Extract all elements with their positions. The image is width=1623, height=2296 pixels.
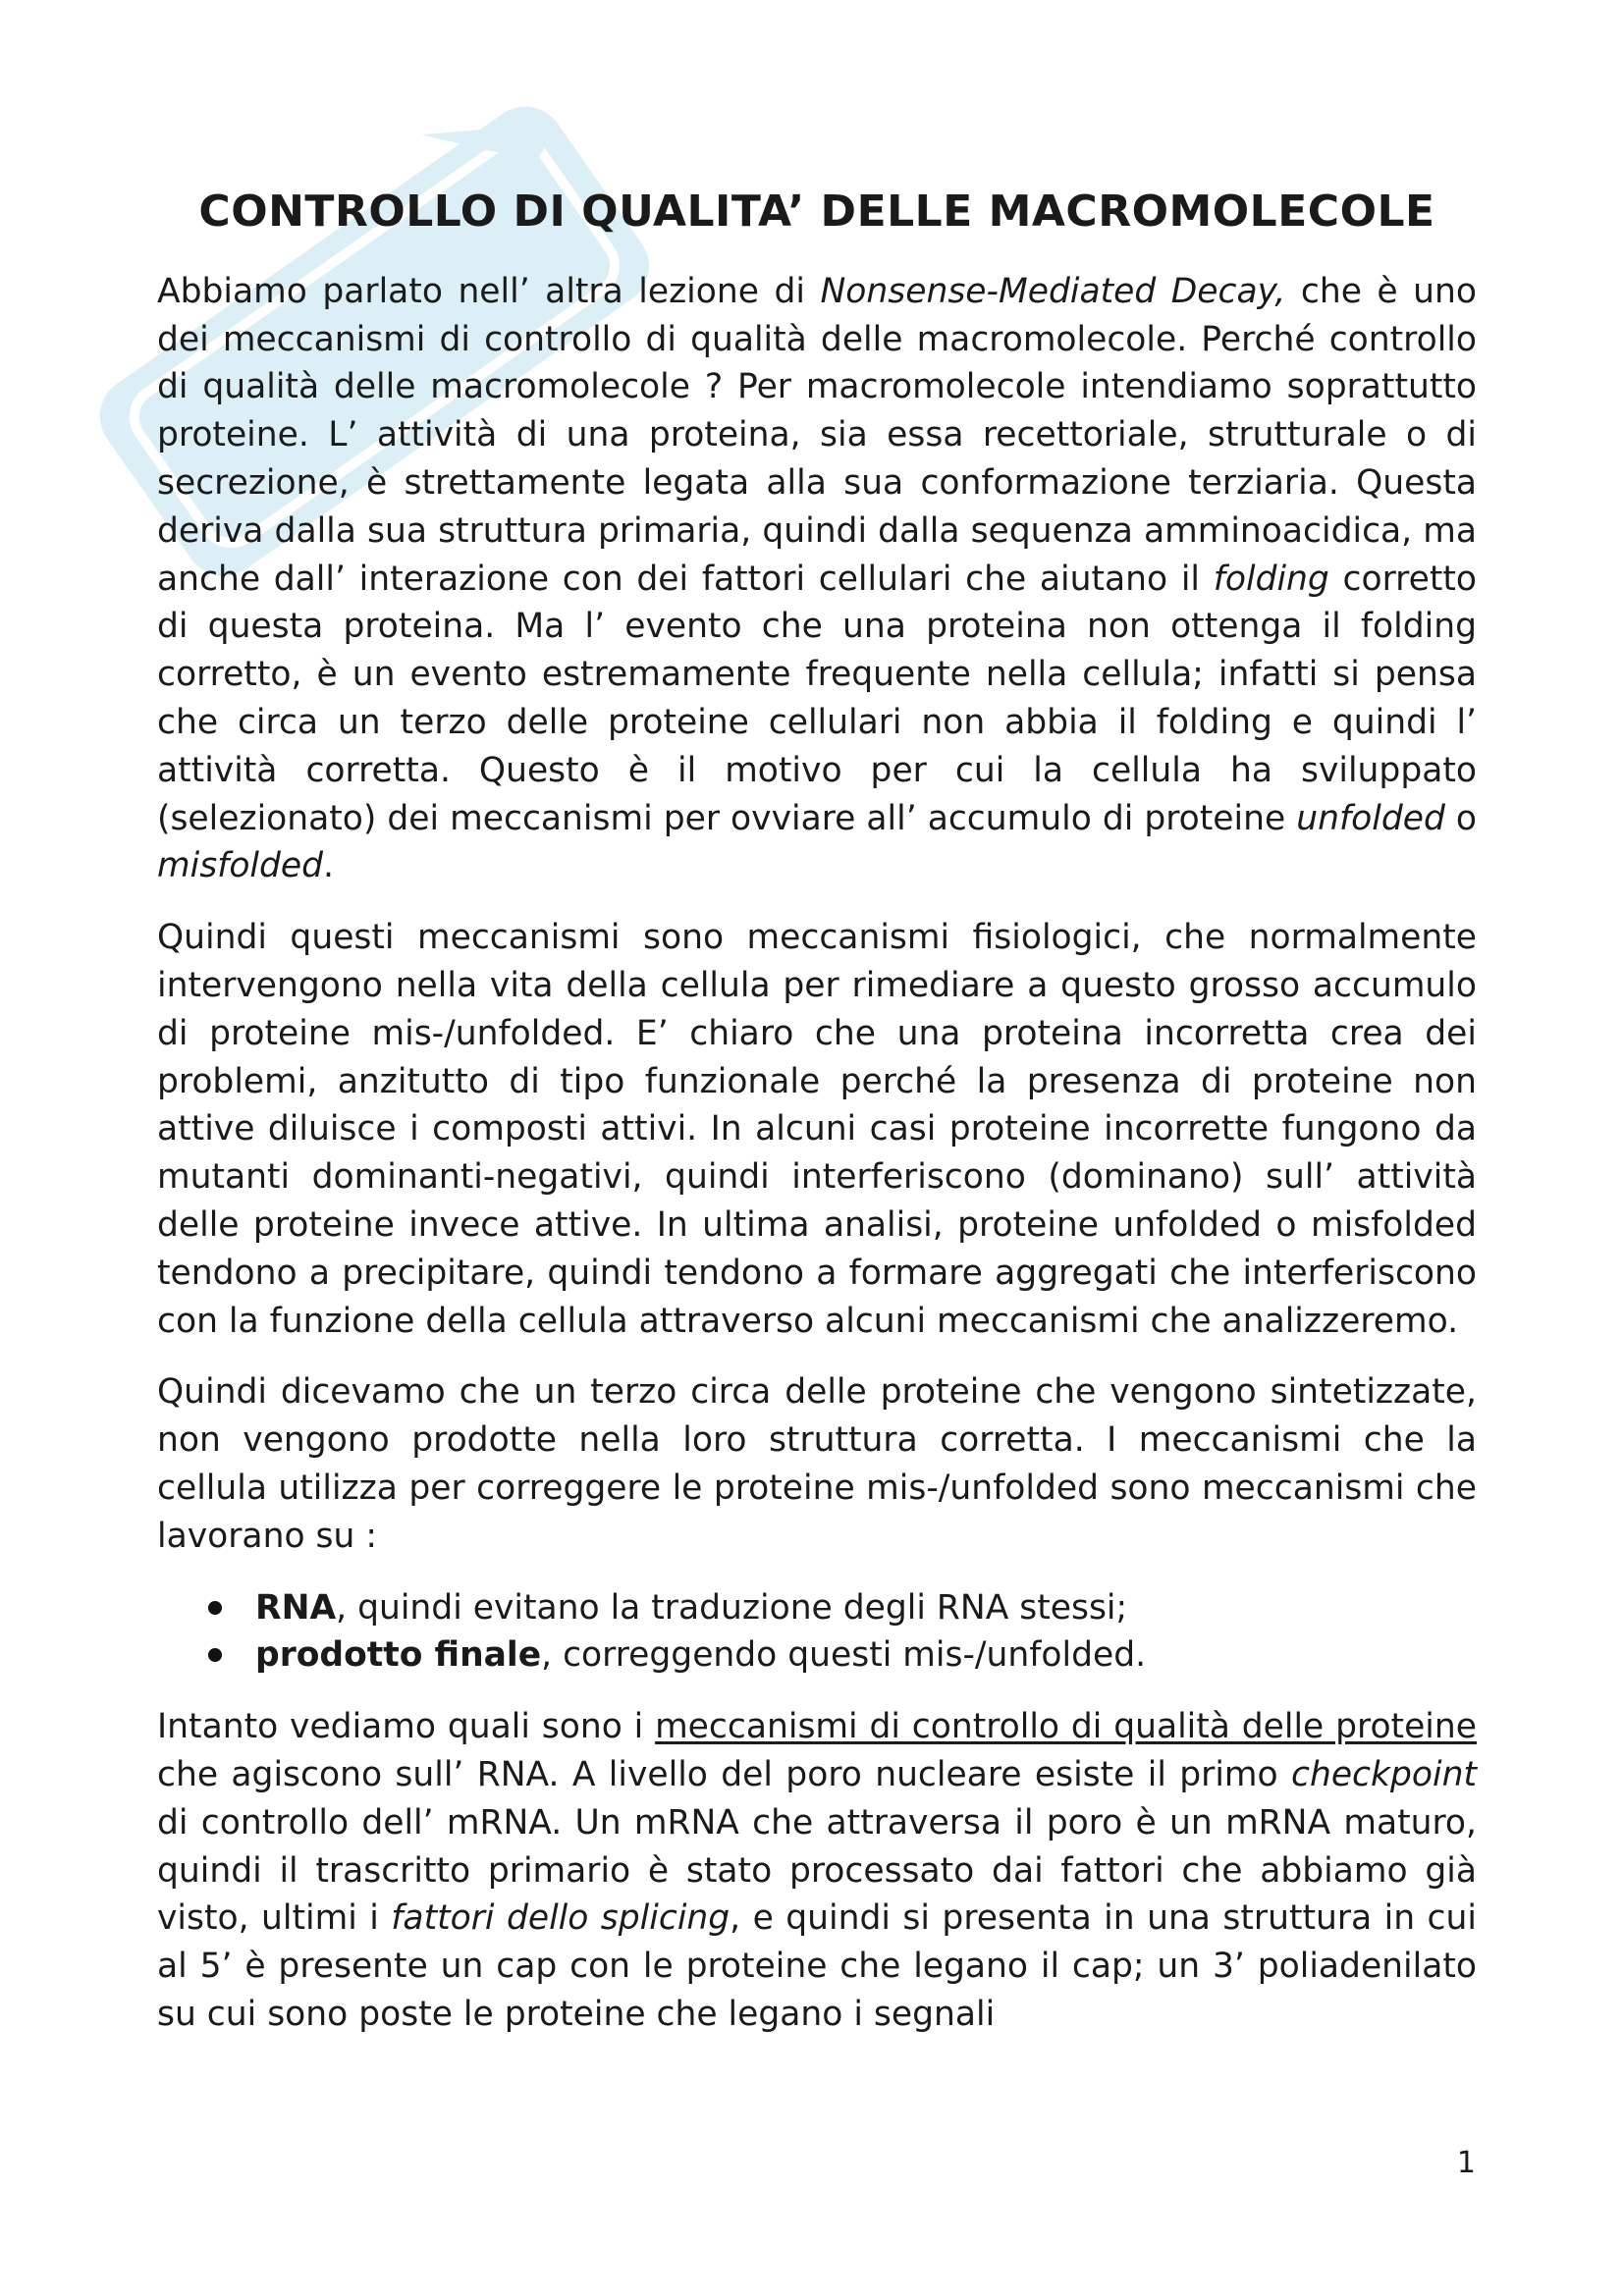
p4-underlined-heading: meccanismi di controllo di qualità delle proteine: [655, 1707, 1477, 1747]
p4-em-checkpoint: checkpoint: [1291, 1754, 1477, 1794]
p1-text-g: o: [1444, 798, 1477, 838]
p1-em-folding: folding: [1213, 559, 1329, 599]
document-page: [157, 187, 1477, 2062]
paragraph-3: Quindi dicevamo che un terzo circa delle proteine che vengono sintetizzate, non vengono prodotte nella loro struttura corretta. I meccanismi che la cellula utilizza per correggere le proteine mis-/unfolded sono meccanismi che lavorano su :: [157, 1372, 1477, 1556]
list-item: [157, 1584, 1477, 1632]
bullet-icon: [208, 1648, 222, 1662]
list-item-bold: RNA: [255, 1587, 337, 1628]
list-item-text: , correggendo questi mis-/unfolded.: [541, 1635, 1147, 1676]
bullet-list: [157, 1584, 1477, 1681]
p4-text-a: Intanto vediamo quali sono i: [157, 1707, 656, 1747]
p1-text-c: che è uno dei meccanismi di controllo di qualità delle macromolecole. Perché controllo di qualità delle macromolecole ? Per macromolecole intendiamo soprattutto proteine. L’ attività di una proteina, sia essa recettoriale, strutturale o di secrezione, è strettamente legata alla sua conformazione terziaria. Questa deriva dalla sua struttura primaria, quindi dalla sequenza amminoacidica, ma anche dall’ interazione con dei fattori cellulari che aiutano il: [157, 271, 1478, 599]
bullet-icon: [208, 1601, 222, 1615]
p1-text-i: .: [323, 846, 334, 886]
paragraph-1: [157, 268, 1477, 890]
p1-em-nmd: Nonsense-Mediated Decay,: [820, 271, 1286, 311]
p1-em-unfolded: unfolded: [1296, 798, 1445, 838]
list-item: [157, 1631, 1477, 1680]
p4-text-c: che agiscono sull’ RNA. A livello del poro nucleare esiste il primo: [157, 1754, 1291, 1794]
p1-em-misfolded: misfolded: [157, 846, 324, 886]
p4-text-g: , e quindi si presenta in una struttura in cui al 5’ è presente un cap con le proteine che legano il cap; un 3’ poliadenilato su cui sono poste le proteine che legano i segnali: [157, 1898, 1477, 2034]
p4-text-e: di controllo dell’ mRNA. Un mRNA che attraversa il poro è un mRNA maturo, quindi il trascritto primario è stato processato dai fattori che abbiamo già visto, ultimi i: [157, 1802, 1477, 1939]
list-item-bold: prodotto finale: [255, 1635, 542, 1676]
p1-text-a: Abbiamo parlato nell’ altra lezione di: [157, 271, 821, 311]
list-item-text: , quindi evitano la traduzione degli RNA stessi;: [336, 1587, 1128, 1628]
paragraph-4: [157, 1703, 1477, 2039]
page-number: 1: [1456, 2146, 1476, 2180]
p1-text-e: corretto di questa proteina. Ma l’ evento che una proteina non ottenga il folding corretto, è un evento estremamente frequente nella cellula; infatti si pensa che circa un terzo delle proteine cellulari non abbia il folding e quindi l’ attività corretta. Questo è il motivo per cui la cellula ha sviluppato (selezionato) dei meccanismi per ovviare all’ accumulo di proteine: [157, 559, 1477, 838]
document-title: CONTROLLO DI QUALITA’ DELLE MACROMOLECOLE: [198, 187, 1435, 237]
p4-em-splicing: fattori dello splicing: [391, 1898, 730, 1939]
paragraph-2: Quindi questi meccanismi sono meccanismi fisiologici, che normalmente intervengono nella vita della cellula per rimediare a questo grosso accumulo di proteine mis-/unfolded. E’ chiaro che una proteina incorretta crea dei problemi, anzitutto di tipo funzionale perché la presenza di proteine non attive diluisce i composti attivi. In alcuni casi proteine incorrette fungono da mutanti dominanti-negativi, quindi interferiscono (dominano) sull’ attività delle proteine invece attive. In ultima analisi, proteine unfolded o misfolded tendono a precipitare, quindi tendono a formare aggregati che interferiscono con la funzione della cellula attraverso alcuni meccanismi che analizzeremo.: [157, 918, 1477, 1341]
